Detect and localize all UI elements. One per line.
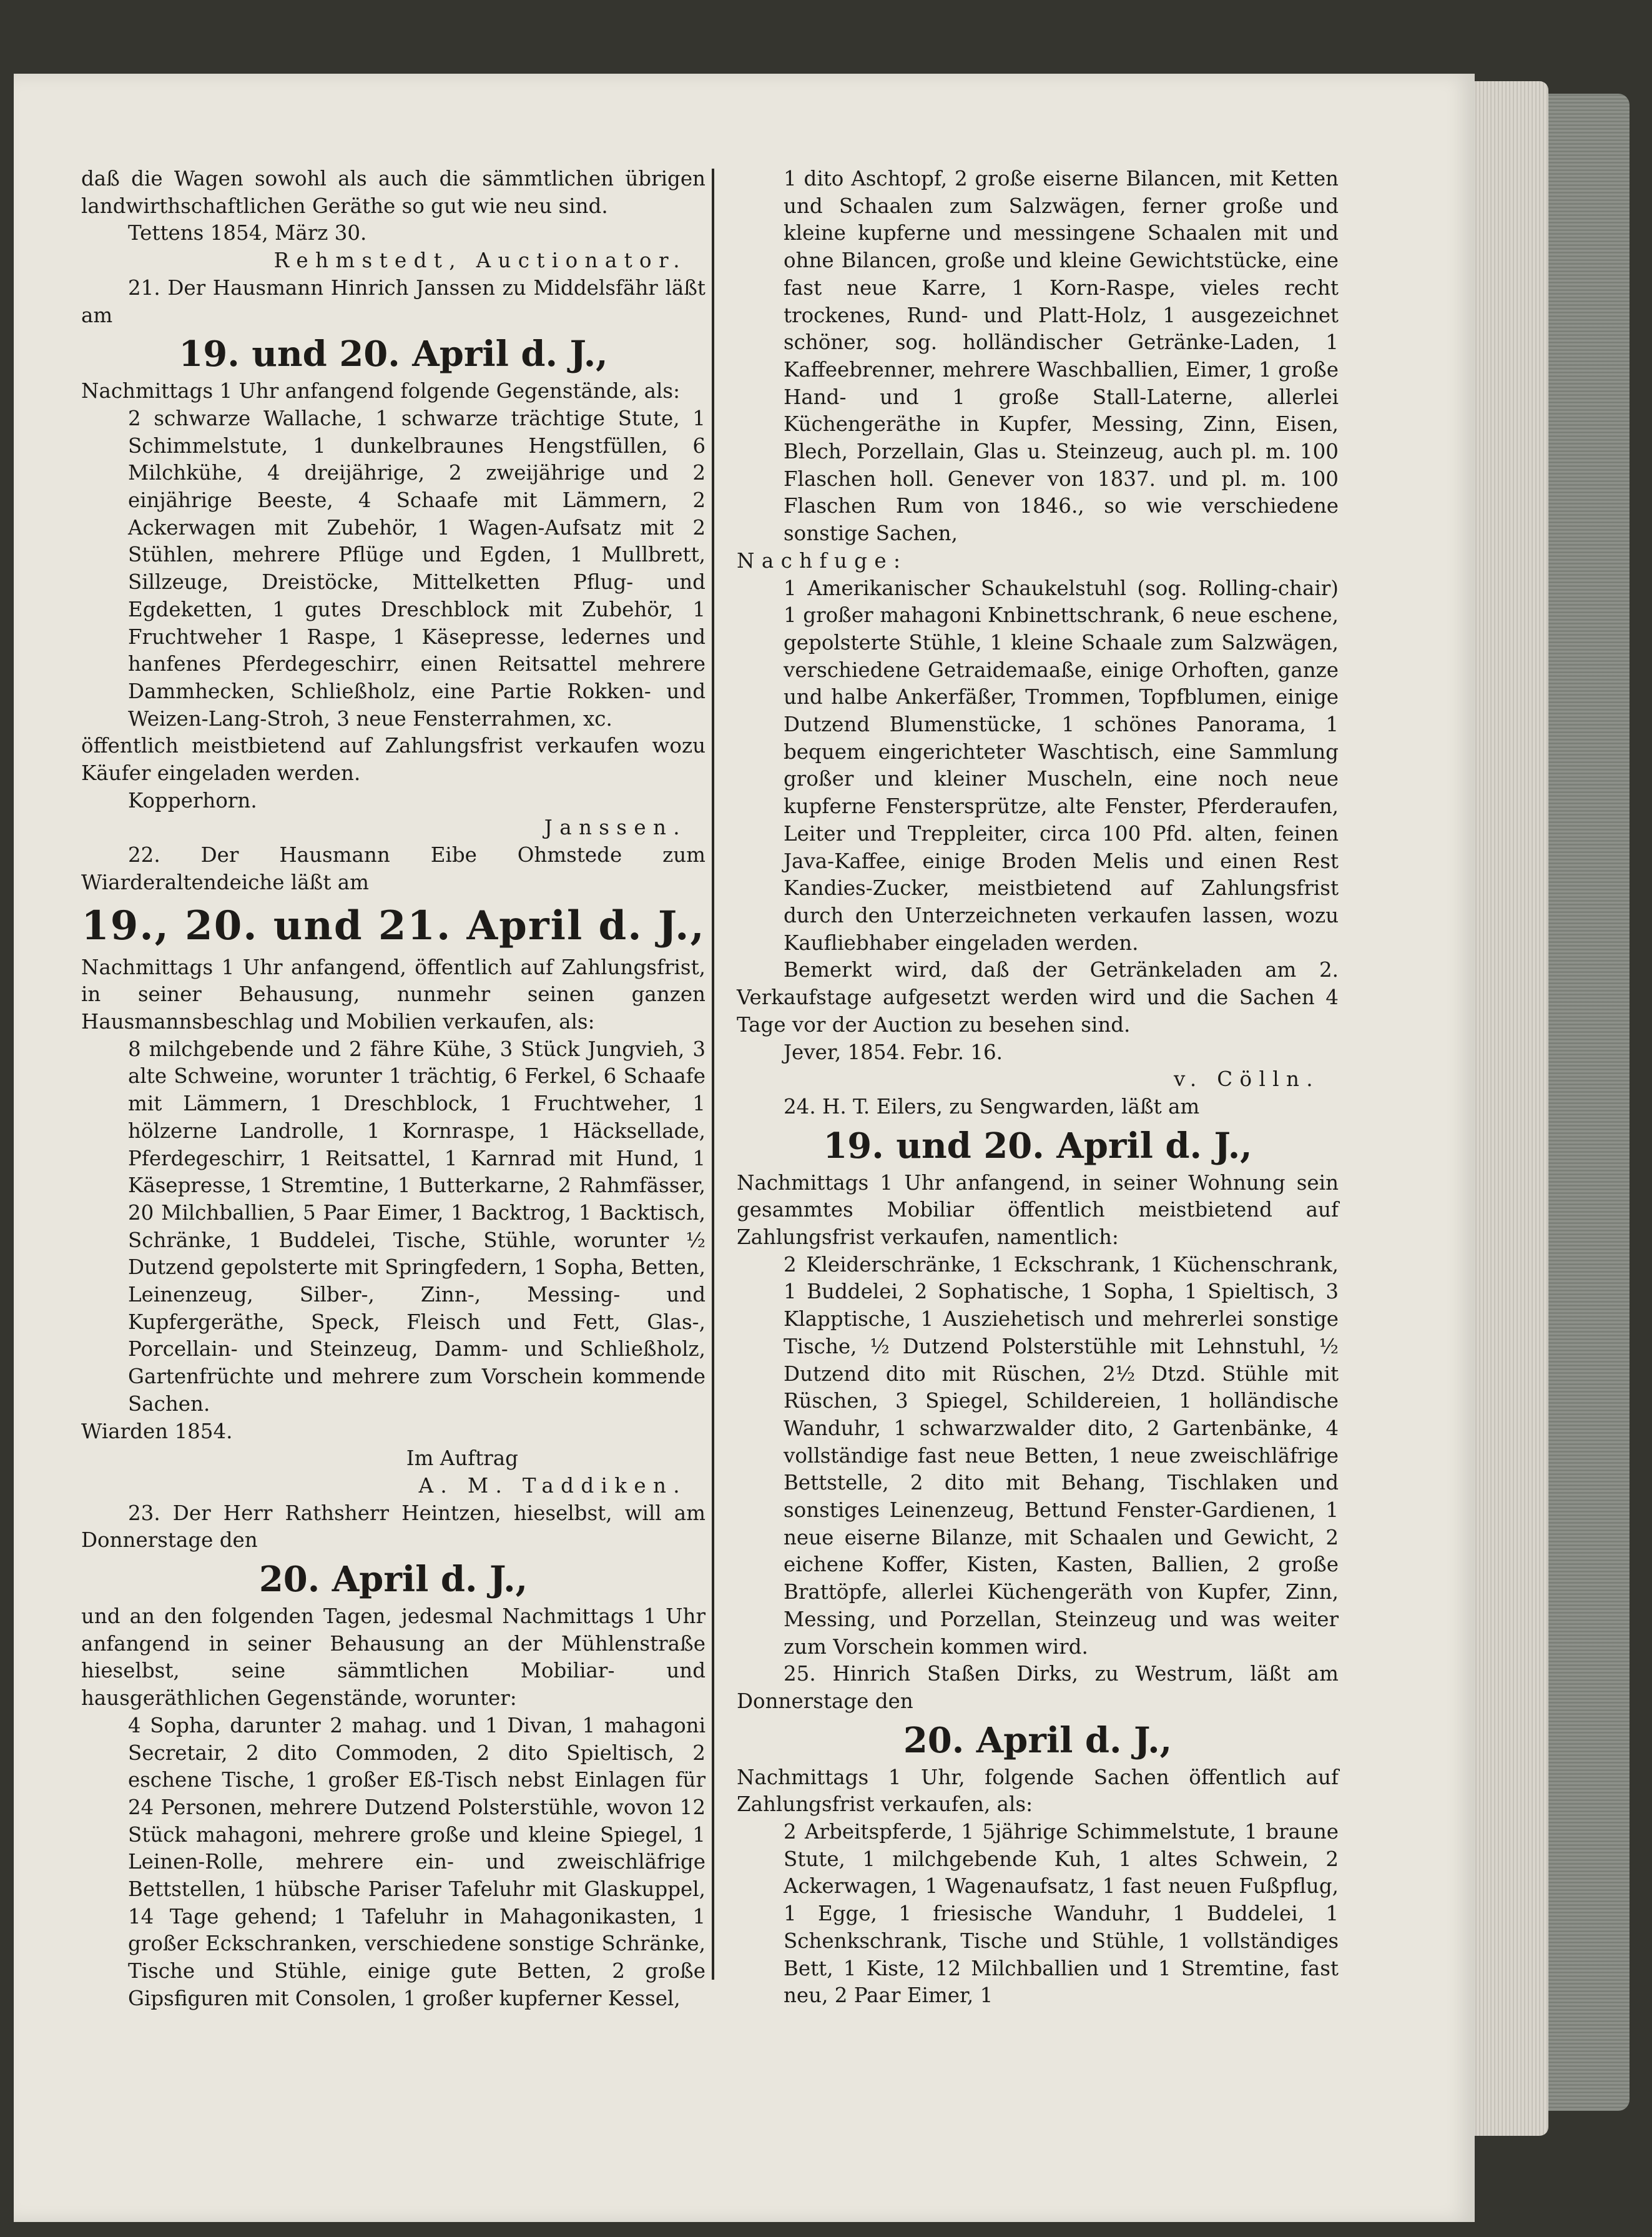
notice-21-date: 19. und 20. April d. J., bbox=[179, 333, 608, 375]
signature: Rehmstedt, Auctionator. bbox=[273, 249, 687, 273]
notice-23-items-cont: 1 dito Aschtopf, 2 große eiserne Bilancen, mit Ketten und Schaalen zum Salzwägen, ferner große und kleine kupferne und messingene Schaalen mit und ohne Bilancen, große und kleine Gewichtstücke, eine fast neue Karre, 1 Korn-Raspe, vieles recht trockenes, Rund- und Platt-Holz, 1 ausgezeichnet schöner, sog. holländischer Getränke-Laden, 1 Kaffeebrenner, mehrere Waschballien, Eimer, 1 große Hand- und 1 große Stall-Laterne, allerlei Küchengeräthe in Kupfer, Messing, Zinn, Eisen, Blech, Porzellain, Glas u. Steinzeug, auch pl. m. 100 Flaschen holl. Genever von 1837. und pl. m. 100 Flaschen Rum von 1846., so wie verschiedene sonstige Sachen, bbox=[784, 167, 1339, 546]
notice-24-items: 2 Kleiderschränke, 1 Eckschrank, 1 Küchenschrank, 1 Buddelei, 2 Sophatische, 1 Sopha, 1 Spieltisch, 3 Klapptische, 1 Ausziehetisch und mehrerlei sonstige Tische, ½ Dutzend Polsterstühle mit Lehnstuhl, ½ Dutzend dito mit Rüschen, 2½ Dtzd. Stühle mit Rüschen, 3 Spiegel, Schildereien, 1 holländische Wanduhr, 1 schwarzwalder dito, 2 Gartenbänke, 4 vollständige fast neue Betten, 1 neue zweischläfrige Bettstelle, 2 dito mit Behang, Tischlaken und sonstiges Leinenzeug, Bettund Fenster-Gardienen, 1 neue eiserne Bilanze, mit Schaalen und Gewicht, 2 eichene Koffer, Kisten, Kasten, Ballien, 2 große Brattöpfe, allerlei Küchengeräth von Kupfer, Zinn, Messing, und Porzellan, Steinzeug und was weiter zum Vorschein kommen wird. bbox=[784, 1252, 1339, 1659]
notice-22-date: 19., 20. und 21. April d. J., bbox=[81, 902, 706, 949]
notice-23-nachfuge: Nachfuge: bbox=[737, 548, 908, 573]
notice-21-close: öffentlich meistbietend auf Zahlungsfrist verkaufen wozu Käufer eingeladen werden. bbox=[81, 734, 706, 786]
paragraph: daß die Wagen sowohl als auch die sämmtlichen übrigen landwirthschaftlichen Geräthe so gut wie neu sind. bbox=[81, 167, 706, 218]
left-column bbox=[81, 165, 706, 2013]
notice-24-lead: Nachmittags 1 Uhr anfangend, in seiner Wohnung sein gesammtes Mobiliar öffentlich meistbietend auf Zahlungsfrist verkaufen, namentlich: bbox=[737, 1170, 1339, 1250]
right-column bbox=[737, 165, 1339, 2010]
notice-25-date: 20. April d. J., bbox=[903, 1719, 1173, 1761]
page-edges bbox=[1473, 81, 1548, 2136]
notice-23-items-2: 1 Amerikanischer Schaukelstuhl (sog. Rolling-chair) 1 großer mahagoni Knbinettschrank, 6 neue eschene, gepolsterte Stühle, 1 kleine Schaale zum Salzwägen, verschiedene Getraidemaaße, einige Orhoften, ganze und halbe Ankerfäßer, Trommen, Topfblumen, einige Dutzend Blumenstücke, 1 schönes Panorama, 1 bequem eingerichteter Waschtisch, eine Sammlung großer und kleiner Muscheln, eine noch neue kupferne Fenstersprütze, alte Fenster, Pferderaufen, Leiter und Treppleiter, circa 100 Pfd. alten, feinen Java-Kaffee, einige Broden Melis und einen Rest Kandies-Zucker, meistbietend auf Zahlungsfrist durch den Unterzeichneten verkaufen lassen, wozu Kaufliebhaber eingeladen werden. bbox=[784, 576, 1339, 955]
place: Kopperhorn. bbox=[128, 788, 257, 812]
notice-23-intro: 23. Der Herr Rathsherr Heintzen, hieselbst, will am Donnerstage den bbox=[81, 1501, 706, 1553]
notice-21-items: 2 schwarze Wallache, 1 schwarze trächtige Stute, 1 Schimmelstute, 1 dunkelbraunes Hengstfüllen, 6 Milchkühe, 4 dreijährige, 2 zweijährige und 2 einjährige Beeste, 4 Schaafe mit Lämmern, 2 Ackerwagen mit Zubehör, 1 Wagen-Aufsatz mit 2 Stühlen, mehrere Pflüge und Egden, 1 Mullbrett, Sillzeuge, Dreistöcke, Mittelketten Pflug- und Egdeketten, 1 gutes Dreschblock mit Zubehör, 1 Fruchtweher 1 Raspe, 1 Käsepresse, ledernes und hanfenes Pferdegeschirr, einen Reitsattel mehrere Dammhecken, Schließholz, eine Partie Rokken- und Weizen-Lang-Stroh, 3 neue Fensterrahmen, xc. bbox=[128, 406, 706, 731]
place-date: Wiarden 1854. bbox=[81, 1419, 233, 1443]
notice-25-items: 2 Arbeitspferde, 1 5jährige Schimmelstute, 1 braune Stute, 1 milchgebende Kuh, 1 altes Schwein, 2 Ackerwagen, 1 Wagenaufsatz, 1 fast neuen Fußpflug, 1 Egge, 1 friesische Wanduhr, 1 Buddelei, 1 Schenkschrank, Tische und Stühle, 1 vollständiges Bett, 1 Kiste, 12 Milchballien und 1 Stremtine, fast neu, 2 Paar Eimer, 1 bbox=[784, 1820, 1339, 2008]
notice-21-lead: Nachmittags 1 Uhr anfangend folgende Gegenstände, als: bbox=[81, 379, 681, 403]
notice-23-lead: und an den folgenden Tagen, jedesmal Nachmittags 1 Uhr anfangend in seiner Behausung an der Mühlenstraße hieselbst, seine sämmtlichen Mobiliar- und hausgeräthlichen Gegenstände, worunter: bbox=[81, 1604, 706, 1711]
signature: v. Cölln. bbox=[1173, 1067, 1320, 1092]
notice-25-lead: Nachmittags 1 Uhr, folgende Sachen öffentlich auf Zahlungsfrist verkaufen, als: bbox=[737, 1765, 1339, 1817]
notice-25-intro: 25. Hinrich Staßen Dirks, zu Westrum, läßt am Donnerstage den bbox=[737, 1662, 1339, 1713]
notice-21-intro: 21. Der Hausmann Hinrich Janssen zu Middelsfähr läßt am bbox=[81, 275, 706, 327]
notice-23-items: 4 Sopha, darunter 2 mahag. und 1 Divan, 1 mahagoni Secretair, 2 dito Commoden, 2 dito Spieltisch, 2 eschene Tische, 1 großer Eß-Tisch nebst Einlagen für 24 Personen, mehrere Dutzend Polsterstühle, wovon 12 Stück mahagoni, mehrere große und kleine Spiegel, 1 Leinen-Rolle, mehrere ein- und zweischläfrige Bettstellen, 1 hübsche Pariser Tafeluhr mit Glaskuppel, 14 Tage gehend; 1 Tafeluhr in Mahagonikasten, 1 großer Eckschranken, verschiedene sonstige Schränke, Tische und Stühle, einige gute Betten, 2 große Gipsfiguren mit Consolen, 1 großer kupferner Kessel, bbox=[128, 1713, 706, 2010]
notice-22-items: 8 milchgebende und 2 fähre Kühe, 3 Stück Jungvieh, 3 alte Schweine, worunter 1 trächtig, 6 Ferkel, 6 Schaafe mit Lämmern, 1 Dreschblock, 1 Fruchtweher, 1 hölzerne Landrolle, 1 Kornraspe, 1 Häcksellade, Pferdegeschirr, 1 Reitsattel, 1 Karnrad mit Hund, 1 Käsepresse, 1 Stremtine, 1 Butterkarne, 2 Rahmfässer, 20 Milchballien, 5 Paar Eimer, 1 Backtrog, 1 Backtisch, Schränke, 1 Buddelei, Tische, Stühle, worunter ½ Dutzend gepolsterte mit Springfedern, 1 Sopha, Betten, Leinenzeug, Silber-, Zinn-, Messing- und Kupfergeräthe, Speck, Fleisch und Fett, Glas-, Porcellain- und Steinzeug, Damm- und Schließholz, Gartenfrüchte und mehrere zum Vorschein kommende Sachen. bbox=[128, 1037, 706, 1416]
notice-24-intro: 24. H. T. Eilers, zu Sengwarden, läßt am bbox=[784, 1094, 1200, 1118]
place-date: Tettens 1854, März 30. bbox=[128, 221, 367, 245]
signature: A. M. Taddiken. bbox=[418, 1473, 687, 1498]
notice-22-lead: Nachmittags 1 Uhr anfangend, öffentlich auf Zahlungsfrist, in seiner Behausung, nunmehr seinen ganzen Hausmannsbeschlag und Mobilien verkaufen, als: bbox=[81, 955, 706, 1034]
notice-23-note: Bemerkt wird, daß der Getränkeladen am 2. Verkaufstage aufgesetzt werden wird und die Sachen 4 Tage vor der Auction zu besehen sind. bbox=[737, 958, 1339, 1037]
place-date: Jever, 1854. Febr. 16. bbox=[784, 1040, 1003, 1064]
notice-24-date: 19. und 20. April d. J., bbox=[823, 1125, 1252, 1167]
notice-23-date: 20. April d. J., bbox=[258, 1559, 528, 1601]
auftrag: Im Auftrag bbox=[406, 1446, 518, 1471]
signature: Janssen. bbox=[544, 816, 687, 840]
notice-22-intro: 22. Der Hausmann Eibe Ohmstede zum Wiarderaltendeiche läßt am bbox=[81, 843, 706, 894]
column-rule bbox=[712, 169, 714, 1980]
